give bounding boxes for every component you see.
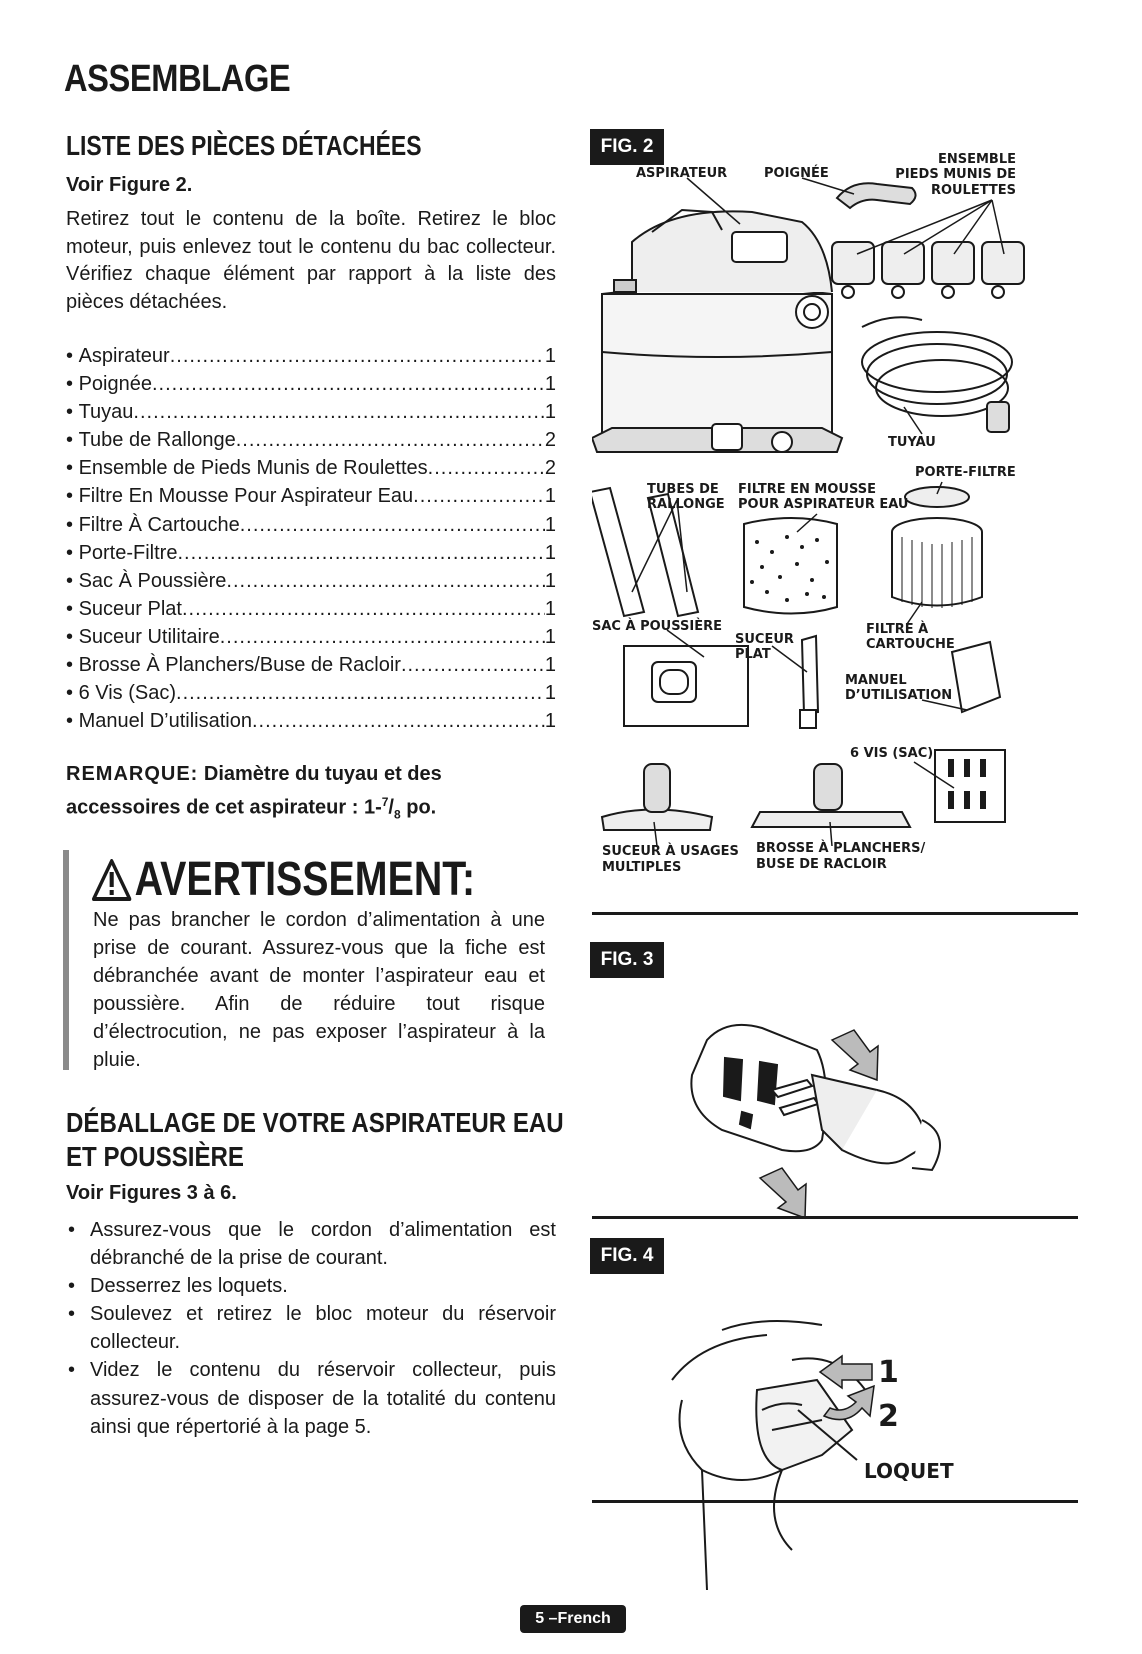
label-brosse-line-2: BUSE DE RACLOIR — [756, 857, 887, 872]
label-usages-line-1: SUCEUR À USAGES — [602, 844, 739, 859]
warning-triangle-icon — [92, 859, 131, 901]
parts-list-item — [66, 398, 556, 426]
latch-label: LOQUET — [864, 1459, 954, 1483]
part-quantity: 1 — [544, 654, 556, 677]
handle-illustration — [837, 183, 916, 208]
parts-list — [66, 342, 556, 735]
step-2-label: 2 — [878, 1399, 899, 1434]
part-name: • Porte-Filtre — [66, 539, 177, 567]
label-usages-line-2: MULTIPLES — [602, 860, 682, 875]
dot-leader — [170, 342, 545, 370]
parts-list-heading: LISTE DES PIÈCES DÉTACHÉES — [66, 130, 422, 161]
parts-list-item — [66, 707, 556, 735]
hose-illustration — [862, 317, 1012, 432]
label-sac: SAC À POUSSIÈRE — [592, 619, 722, 634]
part-quantity: 1 — [544, 710, 556, 733]
part-name: • Poignée — [66, 370, 152, 398]
parts-list-item — [66, 595, 556, 623]
label-suceur-plat-line-2: PLAT — [735, 647, 771, 662]
screws-illustration — [935, 750, 1005, 822]
parts-list-item — [66, 511, 556, 539]
parts-list-item — [66, 679, 556, 707]
warning-title-text: AVERTISSEMENT: — [134, 853, 476, 906]
cartridge-filter-illustration — [892, 518, 982, 608]
dot-leader — [428, 454, 545, 482]
fig4-bottom-rule — [592, 1500, 1078, 1503]
part-name: • Tuyau — [66, 398, 133, 426]
part-name: • Manuel D’utilisation — [66, 707, 252, 735]
parts-list-item — [66, 426, 556, 454]
unpack-heading — [66, 1106, 591, 1174]
label-mousse-line-1: FILTRE EN MOUSSE — [738, 482, 876, 497]
part-name: • Filtre À Cartouche — [66, 511, 240, 539]
parts-list-item — [66, 567, 556, 595]
part-name: • 6 Vis (Sac) — [66, 679, 176, 707]
label-suceur-plat-line-1: SUCEUR — [735, 632, 794, 647]
parts-list-item — [66, 342, 556, 370]
note-text-2: accessoires de cet aspirateur : 1- — [66, 796, 382, 819]
filter-retainer-illustration — [905, 487, 969, 507]
unpack-steps-list — [66, 1216, 556, 1441]
part-quantity: 1 — [544, 513, 556, 536]
crevice-tool-illustration — [800, 636, 818, 728]
unpack-see-figures: Voir Figures 3 à 6. — [66, 1182, 237, 1204]
fig3-label: FIG. 3 — [590, 942, 664, 978]
unpack-heading-line-1: DÉBALLAGE DE VOTRE ASPIRATEUR EAU — [66, 1107, 564, 1138]
unpack-step: • Desserrez les loquets. — [66, 1272, 556, 1300]
part-name: • Brosse À Planchers/Buse de Racloir — [66, 651, 401, 679]
part-quantity: 1 — [544, 569, 556, 592]
part-quantity: 1 — [544, 597, 556, 620]
parts-list-item — [66, 370, 556, 398]
dot-leader — [401, 651, 545, 679]
warning-title — [92, 852, 475, 907]
dot-leader — [182, 595, 545, 623]
note-label: REMARQUE: — [66, 763, 199, 785]
part-name: • Sac À Poussière — [66, 567, 226, 595]
step-1-label: 1 — [878, 1355, 899, 1390]
fig2-label: FIG. 2 — [590, 129, 664, 165]
utility-nozzle-illustration — [602, 764, 712, 830]
page-footer: 5 –French — [520, 1605, 626, 1633]
dot-leader — [240, 511, 545, 539]
unpack-heading-line-2: ET POUSSIÈRE — [66, 1141, 244, 1172]
unpack-step: • Assurez-vous que le cordon d’alimentation est débranché de la prise de courant. — [66, 1216, 556, 1272]
parts-intro-paragraph: Retirez tout le contenu de la boîte. Retirez le bloc moteur, puis enlevez tout le contenu du bac collecteur. Vérifiez chaque élément par rapport à la liste des pièces détachées. — [66, 208, 556, 313]
fig3-bottom-rule — [592, 1216, 1078, 1219]
part-name: • Filtre En Mousse Pour Aspirateur Eau — [66, 482, 413, 510]
parts-list-item — [66, 454, 556, 482]
label-ensemble-line-2: PIEDS MUNIS DE — [895, 167, 1016, 182]
part-name: • Suceur Utilitaire — [66, 623, 220, 651]
label-poignee: POIGNÉE — [764, 166, 829, 181]
part-name: • Ensemble de Pieds Munis de Roulettes — [66, 454, 428, 482]
vacuum-illustration — [592, 210, 842, 452]
parts-see-figure: Voir Figure 2. — [66, 174, 193, 196]
note: REMARQUE: Diamètre du tuyau et des accessoires de cet aspirateur : $1-^7/_8$ po. — [66, 763, 442, 822]
dot-leader — [252, 707, 545, 735]
part-quantity: 1 — [544, 345, 556, 367]
fig3-unplug-illustration — [592, 1020, 1078, 1272]
label-filtre-line-2: CARTOUCHE — [866, 637, 955, 652]
part-name: • Aspirateur — [66, 342, 170, 370]
part-name: • Tube de Rallonge — [66, 426, 236, 454]
note-unit: po. — [400, 796, 437, 819]
parts-list-item — [66, 651, 556, 679]
page-title: ASSEMBLAGE — [64, 58, 291, 100]
part-quantity: 1 — [544, 682, 556, 705]
label-ensemble-line-3: ROULETTES — [930, 183, 1016, 198]
dust-bag-illustration — [624, 646, 748, 726]
part-quantity: 2 — [544, 429, 556, 452]
fig4-label: FIG. 4 — [590, 1238, 664, 1274]
fig2-bottom-rule — [592, 912, 1078, 915]
part-quantity: 1 — [544, 541, 556, 564]
label-mousse-line-2: POUR ASPIRATEUR EAU — [738, 497, 909, 512]
label-manuel-line-2: D’UTILISATION — [845, 688, 953, 703]
manual-illustration — [952, 642, 1000, 712]
note-text-1: Diamètre du tuyau et des — [198, 763, 442, 785]
warning-side-bar — [63, 850, 69, 1070]
dot-leader — [413, 482, 545, 510]
unpack-step: • Soulevez et retirez le bloc moteur du réservoir collecteur. — [66, 1300, 556, 1356]
label-aspirateur: ASPIRATEUR — [636, 166, 728, 181]
label-tuyau: TUYAU — [888, 435, 936, 450]
part-quantity: 1 — [544, 373, 556, 396]
dot-leader — [226, 567, 544, 595]
caster-feet-illustration — [832, 242, 1024, 298]
dot-leader — [133, 398, 544, 426]
label-porte-filtre: PORTE-FILTRE — [915, 465, 1016, 480]
dot-leader — [152, 370, 545, 398]
part-quantity: 1 — [544, 401, 556, 424]
label-brosse-line-1: BROSSE À PLANCHERS/ — [756, 841, 926, 856]
part-quantity: 1 — [544, 625, 556, 648]
label-filtre-line-1: FILTRE À — [866, 622, 929, 637]
label-vis: 6 VIS (SAC) — [850, 746, 934, 761]
label-manuel-line-1: MANUEL — [845, 673, 907, 688]
floor-brush-illustration — [752, 764, 910, 827]
note-fraction-numerator: 7 — [381, 795, 389, 809]
warning-body: Ne pas brancher le cordon d’alimentation à une prise de courant. Assurez-vous que la fiche est débranchée avant de monter l’aspirateur eau et poussière. Afin de réduire tout risque d’électrocution, ne pas exposer l’aspirateur à la pluie. — [93, 909, 545, 1072]
dot-leader — [220, 623, 545, 651]
fig4-latch-illustration — [592, 1320, 1078, 1590]
dot-leader — [176, 679, 545, 707]
fig2-parts-illustration — [592, 152, 1078, 932]
part-quantity: 2 — [544, 457, 556, 480]
label-ensemble-line-1: ENSEMBLE — [937, 152, 1016, 167]
label-tubes-line-2: RALLONGE — [647, 497, 725, 512]
dot-leader — [177, 539, 544, 567]
parts-list-item — [66, 623, 556, 651]
unpack-step: • Videz le contenu du réservoir collecteur, puis assurez-vous de disposer de la totalité du contenu ainsi que répertorié à la page 5. — [66, 1356, 556, 1440]
dot-leader — [236, 426, 545, 454]
note-fraction-denominator: 8 — [393, 807, 401, 822]
part-name: • Suceur Plat — [66, 595, 182, 623]
label-tubes-line-1: TUBES DE — [647, 482, 719, 497]
foam-filter-illustration — [744, 518, 837, 614]
part-quantity: 1 — [544, 485, 556, 508]
parts-list-item — [66, 482, 556, 510]
parts-list-item — [66, 539, 556, 567]
arrow-icon — [820, 1356, 874, 1420]
